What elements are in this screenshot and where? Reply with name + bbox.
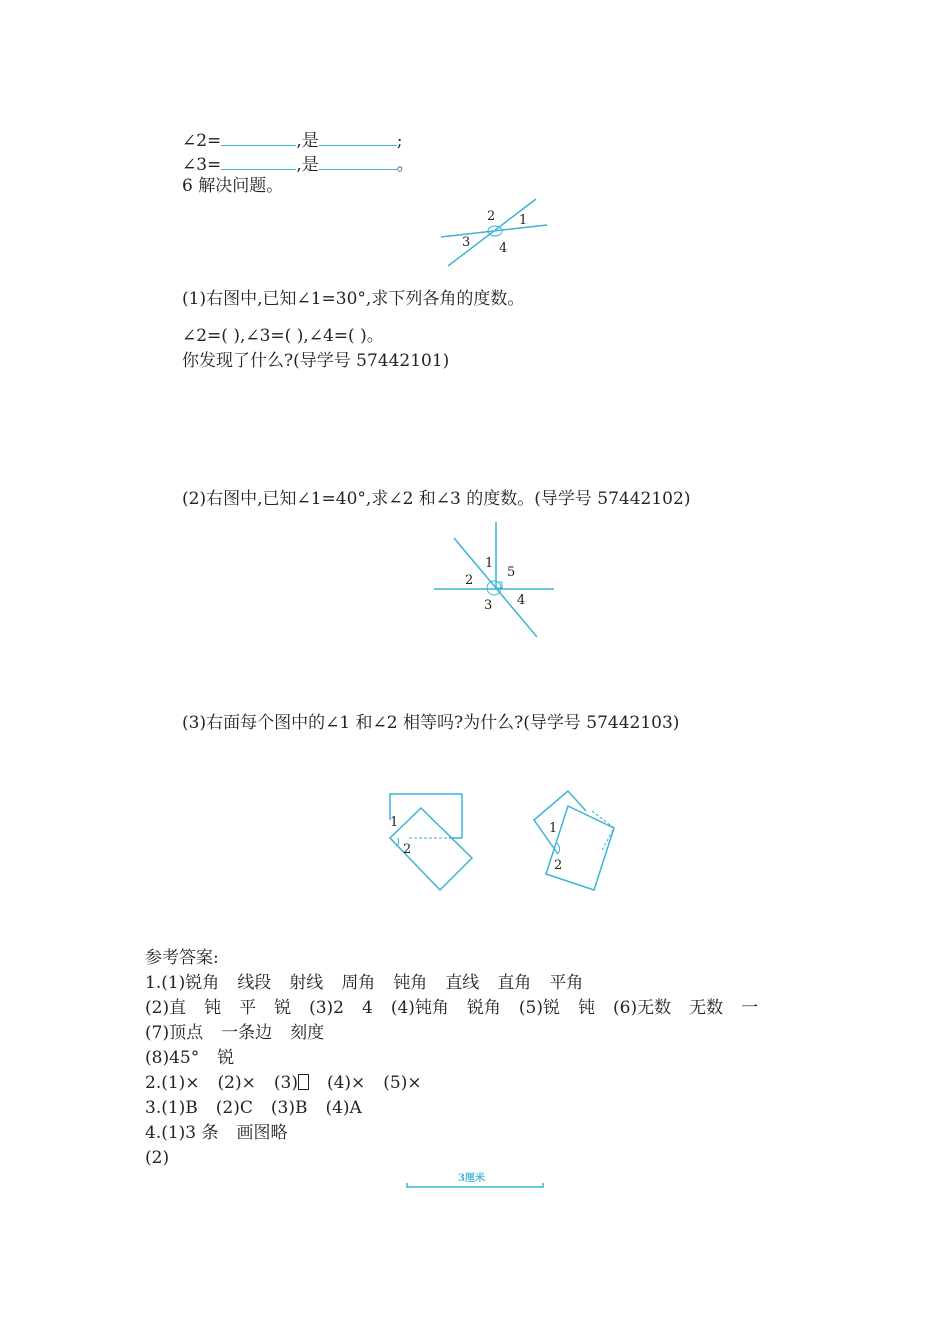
fig1-label-2: 2 <box>487 209 496 224</box>
answer-line-8: (2) <box>145 1148 170 1168</box>
part1-blanks: ∠2=( ),∠3=( ),∠4=( )。 <box>182 326 384 346</box>
answer-line-6: 3.(1)B (2)C (3)B (4)A <box>145 1098 362 1118</box>
ruler-segment-figure <box>404 1166 546 1192</box>
missing-glyph-box <box>298 1074 309 1090</box>
answer-line-1: 1.(1)锐角 线段 射线 周角 钝角 直线 直角 平角 <box>145 973 584 993</box>
fig3-label-2: 2 <box>403 842 412 857</box>
angle3-value-blank[interactable] <box>221 151 296 170</box>
answer-line-5: 2.(1)× (2)× (3) (4)× (5)× <box>145 1073 422 1093</box>
part2-text: (2)右图中,已知∠1=40°,求∠2 和∠3 的度数。(导学号 57442102) <box>182 489 691 509</box>
answers-heading: 参考答案: <box>145 948 219 968</box>
question-6-title: 6 解决问题。 <box>182 176 284 196</box>
fig4-label-2: 2 <box>554 858 563 873</box>
answer-line-4: (8)45° 锐 <box>145 1048 235 1068</box>
fig4-label-1: 1 <box>549 821 558 836</box>
fig2-label-3: 3 <box>484 598 493 613</box>
answer-line-7: 4.(1)3 条 画图略 <box>145 1123 288 1143</box>
angle2-row: ∠2= ,是 ; <box>182 127 402 152</box>
figure-folded-rectangle-2 <box>530 786 620 894</box>
part1-text: (1)右图中,已知∠1=30°,求下列各角的度数。 <box>182 289 525 309</box>
fig2-label-4: 4 <box>517 593 526 608</box>
fig2-label-5: 5 <box>507 565 516 580</box>
fig1-label-1: 1 <box>519 213 528 228</box>
fig2-label-2: 2 <box>465 573 474 588</box>
figure-folded-rectangle-1 <box>385 788 477 894</box>
ruler-label: 3厘米 <box>458 1173 485 1184</box>
fig2-label-1: 1 <box>485 556 494 571</box>
fig3-label-1: 1 <box>390 815 399 830</box>
part1-question: 你发现了什么?(导学号 57442101) <box>182 351 450 371</box>
angle3-row: ∠3= ,是 。 <box>182 151 414 176</box>
answer-line-3: (7)顶点 一条边 刻度 <box>145 1023 325 1043</box>
angle2-value-blank[interactable] <box>221 127 296 146</box>
fig1-label-4: 4 <box>499 241 508 256</box>
figure-intersecting-lines <box>438 195 553 270</box>
fig1-label-3: 3 <box>462 235 471 250</box>
answer-line-2: (2)直 钝 平 锐 (3)2 4 (4)钝角 锐角 (5)锐 钝 (6)无数 无数 一 <box>145 998 759 1018</box>
angle2-type-blank[interactable] <box>319 127 397 146</box>
figure-three-lines <box>430 518 558 642</box>
part3-text: (3)右面每个图中的∠1 和∠2 相等吗?为什么?(导学号 57442103) <box>182 713 680 733</box>
angle3-type-blank[interactable] <box>319 151 397 170</box>
